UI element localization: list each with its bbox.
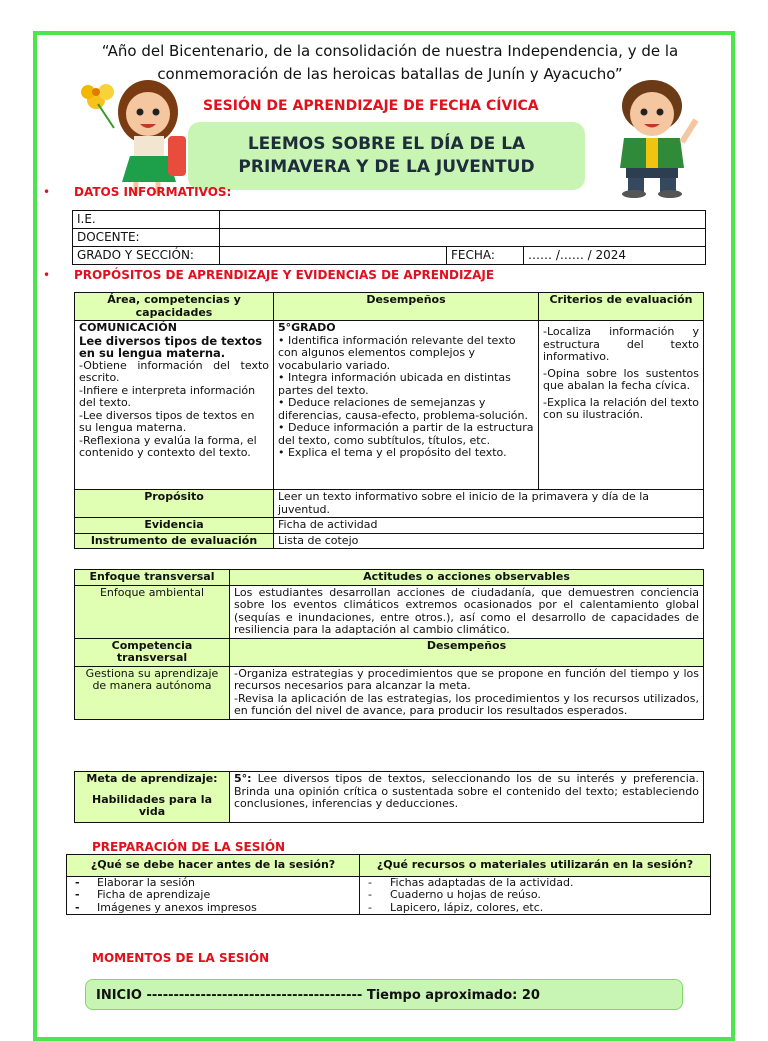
session-title-box: [188, 122, 585, 190]
grado-label: GRADO Y SECCIÓN:: [73, 247, 220, 265]
preparacion-heading: PREPARACIÓN DE LA SESIÓN: [92, 840, 286, 854]
col-criterios: Criterios de evaluación: [539, 293, 704, 321]
meta-text: Lee diversos tipos de textos, seleccionando los de su interés y preferencia. Brinda una opinión crítica o sustentada sobre el contenido del texto; estableciendo conclusiones, inferencias y deducciones.: [234, 772, 699, 810]
capacidad-item: -Infiere e interpreta información del texto.: [79, 383, 256, 409]
desempeno-item: • Deduce relaciones de semejanzas y diferencias, causa-efecto, problema-solución.: [278, 396, 528, 422]
ie-value: [220, 211, 706, 229]
col-enfoque: Enfoque transversal: [75, 570, 230, 586]
meta-label: Meta de aprendizaje:: [86, 772, 218, 785]
grado-value: [220, 247, 447, 265]
col-recursos: ¿Qué recursos o materiales utilizarán en la sesión?: [360, 855, 711, 877]
girl-illustration: [76, 70, 188, 198]
antes-cell: [67, 876, 360, 915]
habilidades-label: Habilidades para la vida: [92, 792, 212, 818]
bullet-icon: •: [43, 185, 51, 199]
session-title-line1: LEEMOS SOBRE EL DÍA DE LA: [247, 134, 526, 154]
col-antes: ¿Qué se debe hacer antes de la sesión?: [67, 855, 360, 877]
meta-table: [74, 771, 704, 823]
area-name: COMUNICACIÓN: [79, 321, 177, 334]
year-motto: “Año del Bicentenario, de la consolidación de nuestra Independencia, y de la conmemoración de las heroicas batallas de Junín y Ayacucho”: [101, 42, 679, 83]
docente-value: [220, 229, 706, 247]
col-competencia: Competencia transversal: [75, 638, 230, 666]
antes-item: - Elaborar la sesión: [75, 875, 196, 889]
meta-labels: [75, 772, 230, 823]
datos-table: [72, 210, 706, 265]
inicio-bar: INICIO ---------------------------------------- Tiempo aproximado: 20: [85, 979, 683, 1010]
capacidad-item: -Obtiene información del texto escrito.: [79, 358, 269, 384]
propositos-table: [74, 292, 704, 549]
competencia-transversal-name: Gestiona su aprendizaje de manera autónoma: [75, 666, 230, 719]
comp-desempeno-item: -Revisa la aplicación de las estrategias, los procedimientos y los recursos utilizados, en función del nivel de avance, para producir los resultados esperados.: [234, 691, 699, 717]
enfoque-table: [74, 569, 704, 720]
grado-title: 5°GRADO: [278, 321, 336, 334]
capacidad-item: -Lee diversos tipos de textos en su lengua materna.: [79, 408, 255, 434]
ie-label: I.E.: [73, 211, 220, 229]
criterio-item: -Localiza información y estructura del texto informativo.: [543, 325, 699, 363]
criterio-item: -Opina sobre los sustentos que abalan la fecha cívica.: [543, 366, 699, 392]
docente-label: DOCENTE:: [73, 229, 220, 247]
momentos-heading: MOMENTOS DE LA SESIÓN: [92, 951, 270, 965]
propositos-heading: PROPÓSITOS DE APRENDIZAJE Y EVIDENCIAS DE APRENDIZAJE: [74, 268, 495, 282]
col-desempenos: Desempeños: [274, 293, 539, 321]
antes-item: - Imágenes y anexos impresos: [75, 900, 257, 914]
criterios-cell: [539, 321, 704, 490]
recurso-item: - Fichas adaptadas de la actividad.: [368, 875, 574, 889]
session-subtitle: SESIÓN DE APRENDIZAJE DE FECHA CÍVICA: [203, 98, 539, 114]
desempeno-item: • Identifica información relevante del texto con algunos elementos complejos y vocabulario variado.: [278, 333, 516, 372]
recursos-cell: [360, 876, 711, 915]
evidencia-label: Evidencia: [75, 518, 274, 534]
recurso-item: - Cuaderno u hojas de reúso.: [368, 888, 541, 901]
recurso-item: - Lapicero, lápiz, colores, etc.: [368, 900, 544, 914]
competencia-transversal-cell: [230, 666, 704, 719]
fecha-value: …… /…… / 2024: [524, 247, 706, 265]
comp-desempeno-item: -Organiza estrategias y procedimientos que se propone en función del tiempo y los recursos necesarios para alcanzar la meta.: [234, 666, 699, 692]
session-title-line2: PRIMAVERA Y DE LA JUVENTUD: [238, 157, 535, 177]
datos-heading: DATOS INFORMATIVOS:: [74, 185, 232, 199]
instrumento-value: Lista de cotejo: [274, 533, 704, 549]
col-area: Área, competencias y capacidades: [75, 293, 274, 321]
criterio-item: -Explica la relación del texto con su ilustración.: [543, 395, 699, 421]
competencia-name: Lee diversos tipos de textos en su lengua materna.: [79, 333, 263, 360]
antes-item: - Ficha de aprendizaje: [75, 888, 211, 901]
desempeno-item: • Explica el tema y el propósito del texto.: [278, 446, 507, 459]
desempenos-cell: [274, 321, 539, 490]
preparacion-table: [66, 854, 711, 915]
enfoque-text: Los estudiantes desarrollan acciones de ciudadanía, que demuestren conciencia sobre los eventos climáticos extremos ocasionados por el calentamiento global (sequías e inundaciones, entre otros.), así como el desarrollo de capacidades de resiliencia para la adaptación al cambio climático.: [230, 585, 704, 638]
meta-grade: 5°:: [234, 772, 252, 785]
desempeno-item: • Integra información ubicada en distintas partes del texto.: [278, 371, 511, 397]
flower-icon: [81, 84, 114, 128]
evidencia-value: Ficha de actividad: [274, 518, 704, 534]
col-comp-desempenos: Desempeños: [230, 638, 704, 666]
desempeno-item: • Deduce información a partir de la estructura del texto, como subtítulos, títulos, etc.: [278, 421, 534, 447]
enfoque-name: Enfoque ambiental: [75, 585, 230, 638]
boy-illustration: [596, 76, 706, 198]
meta-text-cell: [230, 772, 704, 823]
instrumento-label: Instrumento de evaluación: [75, 533, 274, 549]
area-cell: [75, 321, 274, 490]
proposito-label: Propósito: [75, 490, 274, 518]
capacidad-item: -Reflexiona y evalúa la forma, el contenido y contexto del texto.: [79, 433, 257, 459]
col-actitudes: Actitudes o acciones observables: [230, 570, 704, 586]
bullet-icon: •: [43, 268, 51, 282]
proposito-value: Leer un texto informativo sobre el inicio de la primavera y día de la juventud.: [274, 490, 704, 518]
fecha-label: FECHA:: [447, 247, 524, 265]
